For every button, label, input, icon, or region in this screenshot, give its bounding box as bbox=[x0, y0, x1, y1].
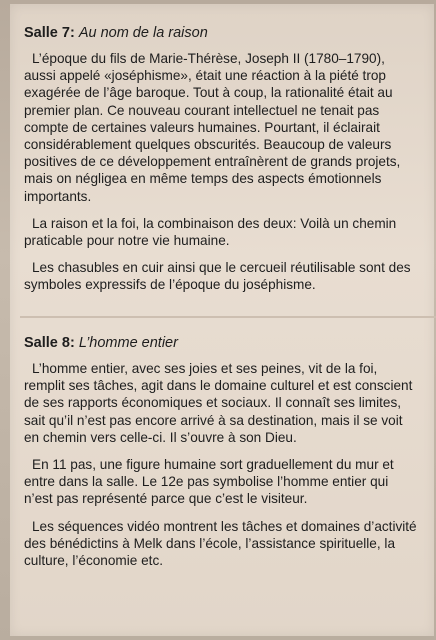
room-7-label: Salle 7: bbox=[24, 25, 75, 41]
room-8-section bbox=[24, 334, 420, 579]
room-7-paragraph-3: Les chasubles en cuir ainsi que le cercueil réutilisable sont des symboles expressifs de l’époque du joséphisme. bbox=[24, 260, 411, 293]
room-8-paragraph-1: L’homme entier, avec ses joies et ses peines, vit de la foi, remplit ses tâches, agit dans le domaine culturel et est conscient de ses rapports économiques et sociaux. Il connaît ses limites, sait qu’il n’est pas encore arrivé à sa destination, mais il se voit en chemin vers celle-ci. Il s’ouvre à son Dieu. bbox=[24, 361, 413, 445]
room-7-section bbox=[24, 24, 420, 304]
room-8-paragraph-2: En 11 pas, une figure humaine sort graduellement du mur et entre dans la salle. Le 12e pas symbolise l’homme entier qui n’est pas représenté parce que c’est le visiteur. bbox=[24, 457, 394, 507]
section-divider bbox=[20, 316, 436, 318]
room-7-paragraph-2: La raison et la foi, la combinaison des deux: Voilà un chemin praticable pour notre vie humaine. bbox=[24, 215, 397, 249]
room-8-paragraph-3: Les séquences vidéo montrent les tâches et domaines d’activité des bénédictins à Melk dans l’école, l’assistance spirituelle, la culture, l’économie etc. bbox=[24, 518, 417, 569]
information-panel bbox=[10, 4, 434, 636]
room-8-title: L’homme entier bbox=[78, 335, 178, 351]
room-7-heading bbox=[24, 24, 420, 42]
room-8-label: Salle 8: bbox=[24, 335, 75, 351]
room-7-paragraph-1: L’époque du fils de Marie-Thérèse, Joseph II (1780–1790), aussi appelé «joséphisme», était une réaction à la piété trop exagérée de l’âge baroque. Tout à coup, la rationalité était au premier plan. Ce nouveau courant intellectuel ne tenait pas compte de certaines valeurs humaines. Pourtant, il éclairait considérablement quelques obscurités. Beaucoup de valeurs positives de ce développement entraînèrent de grands projets, mais on négligea en même temps des aspects émotionnels importants. bbox=[24, 51, 401, 204]
room-7-title: Au nom de la raison bbox=[78, 25, 208, 41]
room-8-heading bbox=[24, 334, 420, 352]
